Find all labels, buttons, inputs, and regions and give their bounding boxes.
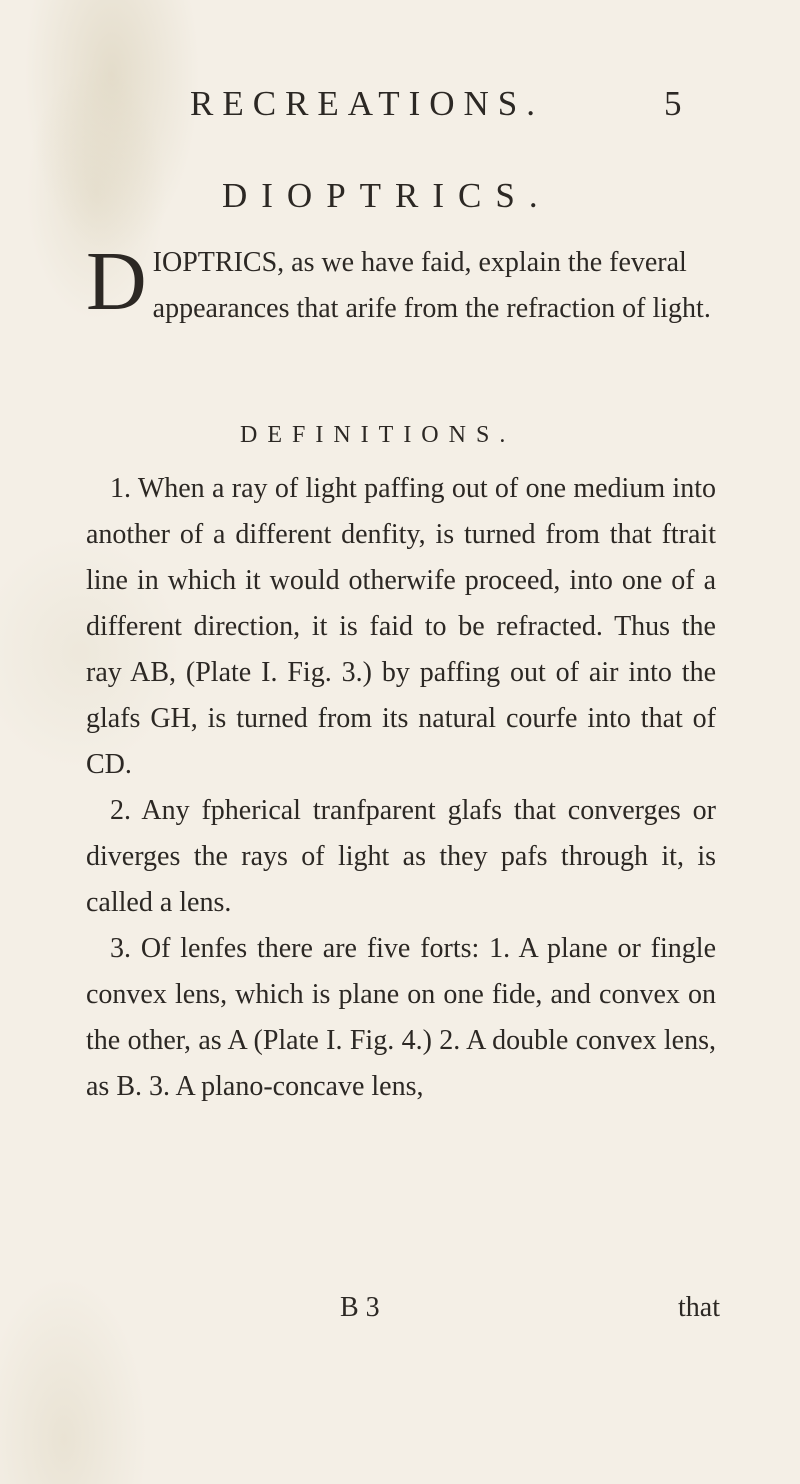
definitions-body [86, 466, 716, 1110]
intro-paragraph [86, 235, 716, 332]
definitions-heading: DEFINITIONS. [240, 422, 516, 448]
page-number: 5 [664, 84, 682, 123]
intro-text: IOPTRICS, as we have faid, explain the feveral appearances that arife from the refraction of light. [152, 247, 711, 324]
signature-mark: B 3 [340, 1292, 380, 1323]
section-title: DIOPTRICS. [222, 176, 552, 215]
definition-paragraph: 3. Of lenfes there are five forts: 1. A plane or fingle convex lens, which is plane on one fide, and convex on the other, as A (Plate I. Fig. 4.) 2. A double convex lens, as B. 3. A plano-concave lens, [86, 933, 716, 1102]
catchword: that [678, 1292, 720, 1323]
running-head: RECREATIONS. [190, 84, 544, 123]
definition-paragraph: 1. When a ray of light paffing out of one medium into another of a different denfity, is turned from that ftrait line in which it would otherwife proceed, into one of a different direction, it is faid to be refracted. Thus the ray AB, (Plate I. Fig. 3.) by paffing out of air into the glafs GH, is turned from its natural courfe into that of CD. [86, 473, 716, 780]
drop-cap: D [86, 235, 147, 328]
definition-paragraph: 2. Any fpherical tranfparent glafs that converges or diverges the rays of light as they pafs through it, is called a lens. [86, 795, 716, 918]
